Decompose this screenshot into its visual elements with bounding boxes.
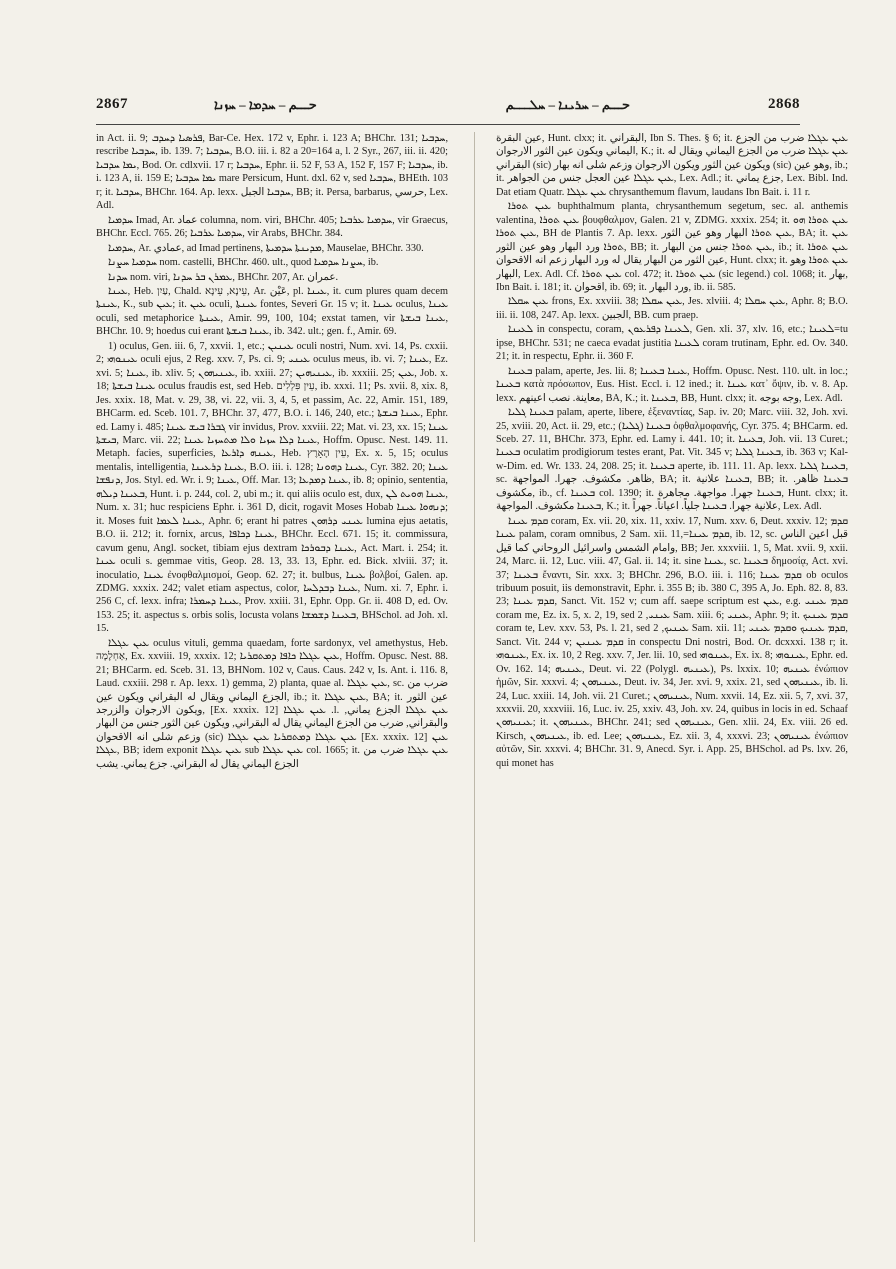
dictionary-entry: ܥܝܢ ܚܩܠܐ frons, Ex. xxviii. 38; ܥܝܢ ܚܩܠܐ, Jes. xlviii. 4; ܥܝܢ ܚܩܠܐ, Aphr. 8; B.O. iii. ii. 108, 247. Ap. lexx. الجبين, BB. cum praep. xyxy=(496,296,848,321)
column-divider xyxy=(474,132,475,1242)
dictionary-entry: 1) oculus, Gen. iii. 6, 7, xxvii. 1, etc.; ܥܝܢܝܢ oculi nostri, Num. xvi. 14, Ps. cxxii. 2; ܥܝܢܘܗܝ oculi ejus, 2 Reg. xxv. 7, Ps. ci. 9; ܥܝܢܝ oculus meus, ib. vi. 7; ܥܝܢܐ, Ez. xvi. 5; ܥܝܢܐ, ib. xliv. 5; ܥܝܢܝܗܘܢ, ib. xxiii. 27; ܥܝܢܝܗܝܢ, ib. xxxiii. 25; ܥܝܢ, Job. x. 18; ܥܝܢܐ ܒܝܫܬܐ oculus fraudis est, sed Heb. עֵין פִּלְלִים, ib. xxxi. 11; Ps. xvii. 8, xix. 8, Jes. xxix. 18, Mat. v. 29, 38, vi. 22, vii. 3, 4, 5, et passim, Ac. 22, Amir. 151, 189, BHCarm. ed. Sceb. 101. 7, BHChr. 37, 477, B.O. i. 146, 240, etc.; ܥܝܢܐ ܒܝܫܬܐ, Ephr. ed. Lamy i. 485; ܓܒܪܐ ܒܝܫ ܥܝܢܐ vir invidus, Prov. xxviii. 22; Mat. vi. 23, xx. 15; ܥܝܢܐ ܒܝܫܬܐ, Marc. vii. 22; ܥܝܢܐ ܕܠܐ ܚܙܝܐ ܘܠܐ ܡܬܚܙܝܐ ܥܝܢܐ, Hoffm. Opusc. Nest. 149. 11. Metaph. facies, superficies, ܥܝܢܗ ܕܐܪܥܐ, Heb. עֵין הָאָרֶץ, Ex. x. 5, 15; oculus mentalis, intelligentia, ܥܝܢܐ ܕܪܥܝܢܐ, B.O. iii. i. 128; ܥܝܢܐ ܕܗܘܢܐ, Cyr. 382. 20; ܥܝܢܐ ܕܢܦܫܐ, Jos. Styl. ed. Wr. i. 9; ܥܝܢܐ, Off. Mar. 13; ܥܝܢܐ ܕܡܕܥܐ, ib. 8; opinio, sententia, ܒܥܝܢܐ ܕܝܠܗ, Hunt. i. p. 244, col. 2, ubi m.; it. qui aliis oculo est, dux, ܥܝܢܐ ܗܘܝܬ ܠܢ, Num. x. 31; huc respiciens Ephr. i. 361 D, dicit, rogavit Moses Hobab ܕܢܗܘܐ ܥܝܢܐ; it. Moses fuit ܥܝܢܐ ܠܥܡܐ, Aphr. 6; erant hi patres ܥܝܢܝ ܕܪܗܘܢ lumina ejus aetatis, B.O. ii. 212; it. fornix, arcus, ܥܝܢܐ ܕܟܐܦܐ, BHChr. Eccl. 671. 15; it. commissura, cavum genu, Angl. socket, tibiam ejus dextram ܥܝܢܐ ܕܒܘܪܟܐ, Act. Mart. i. 254; it. ܥܝܢܐ oculi s. gemmae vitis, Geop. 28. 13, 33. 13, Ephr. ed. Bick. xlviii. 37; it. inoculatio, ܥܝܢܐ ἐνοφθαλμισμοί, Geop. 62. 27; it. bulbus, ܥܝܢܐ βολβοί, Galen. ap. ZDMG. xxxix. 242; valet etiam aspectus, color, ܥܝܢܐ ܕܒܕܠܚܐ, Num. xi. 7, Ephr. i. 256 C, cf. lexx. infra; ܥܝܢܐ ܕܚܡܪܐ, Prov. xxiii. 31, Ephr. Opp. Gr. ii. 408 D, ed. Ov. 153. 25; it. aspectus s. orbis solis, locusta volans ܒܥܝܢܐ ܕܫܡܫܐ, BHSchol. ad Joh. xl. 15. xyxy=(96,340,448,635)
dictionary-entry: ܠܥܝܢܐ in conspectu, coram, ܠܥܝܢܐ ܕܦܪܥܘܢ, Gen. xli. 37, xlv. 16, etc.; ܠܥܝܢܐ=tu ipse, BHChr. 531; ne caeca evadat justitia ܠܥܝܢܐ coram trutinam, Ephr. ed. Ov. 340. 21; it. in respectu, Ephr. ii. 360 F. xyxy=(496,324,848,363)
dictionary-entry: in Act. ii. 9; ܦܪܣܝܐ ܕܚܕܒ, Bar-Ce. Hex. 172 v, Ephr. i. 123 A; BHChr. 131; ܚܕܒܝܐ, rescribe ܚܕܒܝܐ, ib. 139. 7; ܚܕܒܝܐ, B.O. iii. i. 82 a 20=164 a, l. 2 Syr., 267, iii. ii. 420; ܝܡܐ ܚܕܒܝܐ, Bod. Or. cdlxvii. 17 r; ܚܕܒܝܐ, Ephr. ii. 52 F, 53 A, 152 F, 157 F; ܚܕܒܝܐ, ib. i. 123 A, ii. 159 E; ܝܡܐ ܚܕܒܝܐ mare Persicum, Hunt. dxl. 62 v, sed ܚܕܒܝܐ, BHEth. 103 r; it. ܚܕܒܝܐ, BHChr. 164. Ap. lexx. ܚܕܒܝܐ الجبل, BB; it. Persa, barbarus, حرسي, Lex. Adl. xyxy=(96,133,448,212)
right-column xyxy=(496,132,848,1242)
right-page-number: 2868 xyxy=(768,96,800,112)
dictionary-entry: ܥܝܢܐ, Heb. עַיִן, Chald. עֵינָא, עֵינָא, Ar. عَيْن, pl. ܥܝܢܐ, it. cum plures quam decem ܥܝܢܬܐ, K., sub ܥܝܢ; it. ܥܝܢ oculi, ܥܝܢܬܐ fontes, Severi Gr. 15 v; it. ܥܝܢܐ oculus, ܥܝܢܐ oculi, sed metaphorice ܥܝܢܬܐ, Amir. 99, 100, 104; exstat tamen, vir ܥܝܢܐ ܒܝܫܬܐ, BHChr. 10. 9; hoedus cui erant ܥܝܢܐ ܒܝܫܬܐ, ib. 342. ult.; gen. f., Amir. 69. xyxy=(96,285,448,338)
dictionary-entry: ܥܝܢ ܬܘܪܐ buphthalmum planta, chrysanthemum segetum, sec. al. anthemis valentina, ܥܝܢ ܬܘܪܐ βουφθαλμον, Galen. 21 v, ZDMG. xxxix. 254; it. ܥܝܢ ܬܘܪܐ ܗܘ ܥܝܢ ܬܘܪܐ, BH de Plantis 7. Ap. lexx. ܥܝܢ ܬܘܪܐ البهار وهو عين الثور, BA; it. ܥܝܢ ܬܘܪܐ ورد البهار وهو عين الثور, BB; it. ܥܝܢ ܬܘܪܐ جنس من البهار, ib.; it. ܥܝܢ ܬܘܪܐ عين الثور من البهار يقال له ورد البهار زعم انه الاقحوان, Hunt. clxx; it. ܥܝܢ ܬܘܪܐ وهو البهار, Lex. Adl. Cf. ܥܝܢ ܬܘܪܐ col. 472; it. ܥܝܢ ܬܘܪܐ (sic legend.) col. 1068; it. بهار, Ibn Bait. i. 181; it. اقحوان, ib. 69; it. ورد البهار, ib. ii. 585. xyxy=(496,201,848,293)
left-page-number: 2867 xyxy=(96,96,128,112)
page-header xyxy=(96,96,800,120)
dictionary-entry: ܒܥܝܢܐ ܓܠܝܐ palam, aperte, libere, ἐξεναντίας, Sap. iv. 20; Marc. viii. 32, Joh. xvi. 25, xviii. 20, Act. ii. 29, etc.; ܒܥܝܢܐ (ܓܠܝܐ) ὀφθαλμοφανής, Cyr. 375. 4; BHCarm. ed. Sceb. 27. 11, BHChr. 373, Ephr. ed. Lamy i. 441. 10; it. ܒܥܝܢܐ, Joh. vii. 13 Curet.; ܒܥܝܢܐ oculatim prodigiorum testes erant, Pat. Vit. 345 v; ܒܥܝܢܐ ܓܠܝܐ, ib. 363 v; Kal-w-Dim. ed. Wr. 133. 24, 208. 25; it. ܒܥܝܢܐ aperte, ib. 111. 11. Ap. lexx. ܒܥܝܢܐ ܓܠܝܐ, sc. ظاهر. مكشوف. جهرا. المواجهة, BA; it. ܒܥܝܢܐ علانية, BB; it. ܒܥܝܢܐ ظاهر. مكشوف, ib., cf. ܒܥܝܢܐ col. 1390; it. ܒܥܝܢܐ جهرا. مواجهة. مجاهرة, Hunt. clxx; it. ܒܥܝܢܐ مكشوف. المواجهة, K.; it. علانية جهرا. ܒܥܝܢܐ جلياً. اعياناً. جهراً, Lex. Adl. xyxy=(496,407,848,513)
dictionary-entry: ܥܝܢ ܥܓܠܐ oculus vituli, gemma quaedam, forte sardonyx, vel amethystus, Heb. אַחְלָמָה, Ex. xxviii. 19, xxxix. 12; ܥܝܢ ܥܓܠܐ ܟܐܦܐ ܕܡܬܩܪܝܐ, Hoffm. Opusc. Nest. 88. 21; BHCarm. ed. Sceb. 31. 13, BHNom. 102 v, Caus. Caus. 242 v, Is. Ant. i. 116. 8, Laud. cxxiii. 298 r. Ap. lexx. 1) gemma, 2) planta, quae al. ܥܝܢ ܥܓܠܐ, sc. ضرب من الجزع اليماني ويقال له البقراني ويكون عين, ib.; it. ܥܝܢ ܥܓܠܐ, BA; it. عين الثور ويكون الارجوان والزرجد, [Ex. xxxix. 12] ܥܝܢ ܥܓܠܐ .l. ܥܝܢ ܥܓܠܐ الجزع يماني, والبقراني, ضرب من الجزع اليماني يقال له البقراني, ويكون عين الثور جنس من البهار وزعم شلى انه الاقحوان (sic) ܥܝܢ ܥܓܠܐ ܕܡܬܩܪܝܐ ܥܝܢ ܥܓܠܐ [Ex. xxxix. 12] ܥܝܢ ܥܓܠܐ, BB; idem exponit ܥܝܢ ܥܓܠܐ sub ܥܝܢ ܥܓܠܐ col. 1665; it. ܥܝܢ ܥܓܠܐ ضرب من الجزع اليماني يقال له البقراني. جزع يماني. يشب xyxy=(96,637,448,770)
dictionary-entry: ܩܕܡ ܥܝܢܐ coram, Ex. vii. 20, xix. 11, xxiv. 17, Num. xxv. 6, Deut. xxxiv. 12; ܩܕܡ ܥܝܢܐ palam, coram omnibus, 2 Sam. xii. 11,=ܩܕܡ ܥܝܢܐ, ib. 12, sc. قبل اعين الناس وامام الشمس واسرائيل الروحاني كما قيل, BB; Jer. xxxviii. 1, 5, Mat. xvii. 9, xxii. 24, Marc. ii. 12, Luc. viii. 47, Gal. ii. 14; it. sine ܥܝܢܐ, sc. ܒܥܝܢܐ δημοσίᾳ, Act. xvi. 37; ܒܥܝܢܐ ἔναντι, Sir. xxx. 3; BHChr. 296, B.O. iii. i. 116; ܩܕܡ ܥܝܢܐ ob oculos tribuum posuit, iis demonstravit, Ephr. i. 355 B; ib. 380 C, 395 A, Jo. Eph. 82. 8, 83. 23; ܩܕܡ ܥܝܢܐ, Sanct. Vit. 152 v; cum aff. saepe scriptum est ܥܝܢ, e.g. ܩܕܡ ܥܝܢܝ coram me, Ez. ix. 5, x. 2, 19, sed ܥܝܢܝ, 2 Sam. xiii. 6; ܥܝܢܝ, Aphr. 9; it. ܩܕܡ ܥܝܢܝܟ coram te, Lev. xxv. 53, Ps. l. 21, sed ܥܝܢܝܟ, 2 Sam. xii. 11; ܩܕܡ ܥܝܢܝܟ ܘܩܕܡ ܥܝܢܝ, Sanct. Vit. 244 v; ܩܕܡ ܥܝܢܝܢ in conspectu Dni nostri, Bod. Or. dcxxxi. 138 r; it. ܥܝܢܘܗܝ, Ex. ix. 10, 2 Reg. xxv. 7, Jer. lii. 10, sed ܥܝܢܘܗܝ, Ex. ix. 8; ܥܝܢܘܗܝ, Ephr. ed. Ov. 162. 14; ܥܝܢܝܗ, Deut. vi. 22 (Polygl. ܥܝܢܝܗ), Ps. lxxix. 10; ܥܝܢܝܗ ἐνώπιον ἡμῶν, Sir. xxxvi. 4; ܥܝܢܝܗܘܢ, Deut. iv. 34, Jer. xvi. 9, xxix. 21, sed ܥܝܢܝܗܘܢ, ib. li. 24, Luc. xxiii. 14, Joh. vii. 21 Curet.; ܥܝܢܝܗܘܢ, Num. xxvii. 14, Ez. xii. 5, 7, xvi. 37, xxxvii. 20, xxxviii. 16, Luc. iv. 25, xxiv. 43, Joh. xv. 24, quibus in locis in ed. Schaaf ܥܝܢܝܗܘܢ; it. ܥܝܢܝܗܘܢ, BHChr. 241; sed ܥܝܢܝܗܘܢ, Gen. xlii. 24, Ex. viii. 26 ed. Kirsch, ܥܝܢܝܗܘܢ, ib. ed. Lee; ܥܝܢܝܗܘܢ, Ez. xii. 3, 4, xxxvi. 23; ܥܝܢܝܗܘܢ ἐνώπιον αὐτῶν, Sir. xxxvi. 4; BHChr. 31. 9, Anecd. Syr. i. App. 25, BHSchol. ad Ps. lxv. 26, qui monet has xyxy=(496,515,848,769)
dictionary-entry: ܚܕܡܝܐ ܚܨܢܐ nom. castelli, BHChr. 460. ult., quod ܚܨܢܐ ܚܕܡܝܐ, ib. xyxy=(108,257,379,269)
left-running-head: حـــم – ܚܕܡܐ – ܚܙܢܐ xyxy=(214,97,317,112)
dictionary-entry: عين البقرة, Hunt. clxx; it. البقراني, Ibn S. Thes. § 6; it. ܥܝܢ ܥܓܠܐ ضرب من الجزع اليماني ويكون عين الثور الارجوان, K.; it. ܥܝܢ ܥܓܠܐ ضرب من الجزع اليماني ويقال له البقراني (sic) ويكون عين الثور ويكون الارجوان وزعم شلى انه بهار (sic) وهو عين, ib.; it. ܥܝܢ ܥܓܠܐ عين العجل جنس من الجواهر, Lex. Adl.; it. جزع يماني, Lex. Bibl. Ind. Dat etiam Quatr. ܥܝܢ ܥܓܠܐ chrysanthemum flavum, laudans Ibn Bait. i. 11 r. xyxy=(496,133,848,198)
left-column xyxy=(96,132,448,1242)
right-running-head: حـــم – ܚܪܝܢܐ – ܚܠـــم xyxy=(505,97,630,112)
dictionary-entry: ܚܕܢܐ nom. viri, ܥܡܪܢ ܒܪ ܚܕܢܐ, BHChr. 207, Ar. عمران. xyxy=(108,271,339,283)
dictionary-entry: ܚܕܡܝܐ Imad, Ar. عماد columna, nom. viri, BHChr. 405; ܚܕܡܝܐ ܥܪܒܝܐ, vir Graecus, BHChr. Eccl. 765. 26; ܚܕܡܝܐ ܥܪܒܝܐ, vir Arabs, BHChr. 384. xyxy=(96,214,448,240)
dictionary-entry: ܚܕܡܝܐ, Ar. عمادي, ad Imad pertinens, ܡܕܝܢܬܐ ܚܕܡܝܬܐ, Mauselae, BHChr. 330. xyxy=(108,242,424,254)
dictionary-entry: ܒܥܝܢܐ palam, aperte, Jes. lii. 8; ܥܝܢܐ ܒܥܝܢܐ, Hoffm. Opusc. Nest. 110. ult. in loc.; ܒܥܝܢܐ κατὰ πρόσωπον, Eus. Hist. Eccl. i. 12 ined.; it. ܥܝܢܐ κατ᾽ ὄψιν, ib. v. 8. Ap. lexx. معاينة. نصب اعينهم, BA, K.; it. ܒܥܝܢܐ, BB, Hunt. clxx; it. وجه بوجه, Lex. Adl. xyxy=(496,365,848,404)
header-rule xyxy=(96,124,800,125)
